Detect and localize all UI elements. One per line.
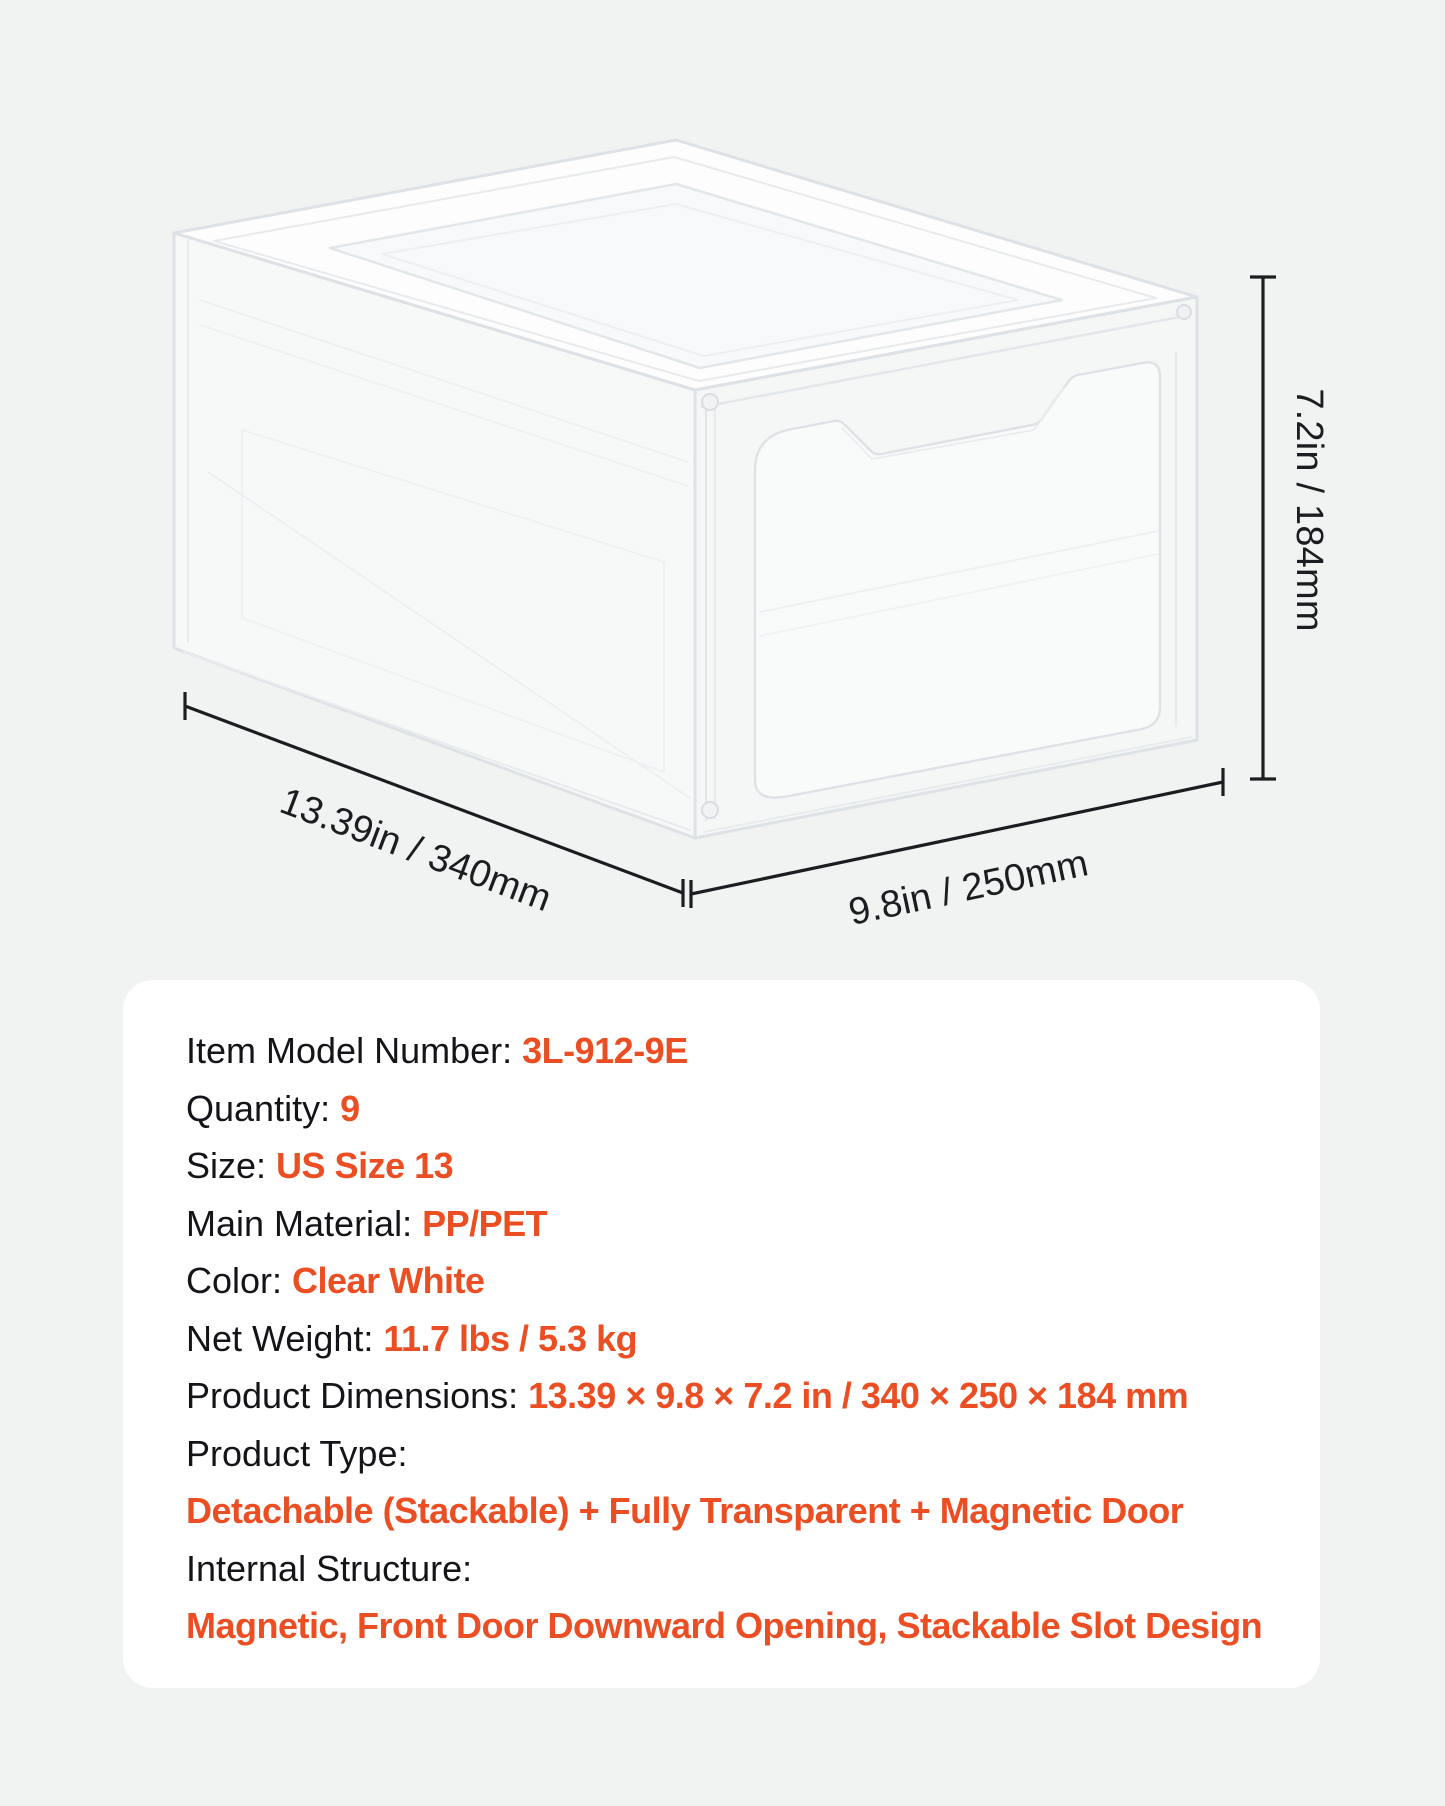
spec-value: Detachable (Stackable) + Fully Transparent + Magnetic Door [186, 1490, 1184, 1531]
spec-label: Item Model Number: [186, 1030, 523, 1071]
door-hinge-screw-bottom [702, 802, 718, 818]
spec-value: 9 [340, 1087, 360, 1129]
spec-label: Net Weight: [186, 1317, 384, 1359]
spec-value: US Size 13 [276, 1145, 454, 1186]
spec-label: Color: [186, 1260, 293, 1301]
spec-value: 11.7 lbs / 5.3 kg [383, 1317, 638, 1359]
height-dimension [1250, 277, 1330, 779]
depth-dimension-label: 9.8in / 250mm [845, 842, 1092, 934]
spec-label: Product Dimensions: [186, 1375, 529, 1416]
spec-row-size [186, 1137, 1260, 1195]
spec-row-net-weight [186, 1310, 1260, 1368]
width-dimension-label: 13.39in / 340mm [274, 780, 557, 921]
spec-row-internal-structure-value [186, 1597, 1263, 1655]
spec-value: Magnetic, Front Door Downward Opening, Stackable Slot Design [186, 1605, 1263, 1646]
spec-row-internal-structure-label [186, 1540, 1260, 1598]
spec-value: PP/PET [422, 1202, 548, 1244]
spec-row-quantity [186, 1080, 1260, 1138]
spec-value: Clear White [292, 1260, 485, 1301]
spec-label: Quantity: [186, 1087, 341, 1129]
spec-row-dimensions [186, 1367, 1260, 1425]
spec-row-color [186, 1252, 1260, 1310]
spec-row-model-number [186, 1022, 1260, 1080]
spec-label: Size: [186, 1145, 277, 1186]
height-dimension-label: 7.2in / 184mm [1287, 388, 1330, 632]
spec-value: 3L-912-9E [522, 1030, 688, 1071]
storage-box-illustration [174, 140, 1197, 838]
spec-label: Main Material: [186, 1202, 423, 1244]
door-hinge-pin-right [1177, 305, 1191, 319]
product-spec-card [123, 980, 1320, 1688]
spec-row-product-type-label [186, 1425, 1260, 1483]
spec-label: Internal Structure: [186, 1547, 473, 1589]
spec-row-material [186, 1195, 1260, 1253]
spec-label: Product Type: [186, 1432, 408, 1474]
spec-row-product-type-value [186, 1482, 1260, 1540]
door-hinge-screw-top [702, 394, 718, 410]
spec-value: 13.39 × 9.8 × 7.2 in / 340 × 250 × 184 mm [528, 1375, 1189, 1416]
